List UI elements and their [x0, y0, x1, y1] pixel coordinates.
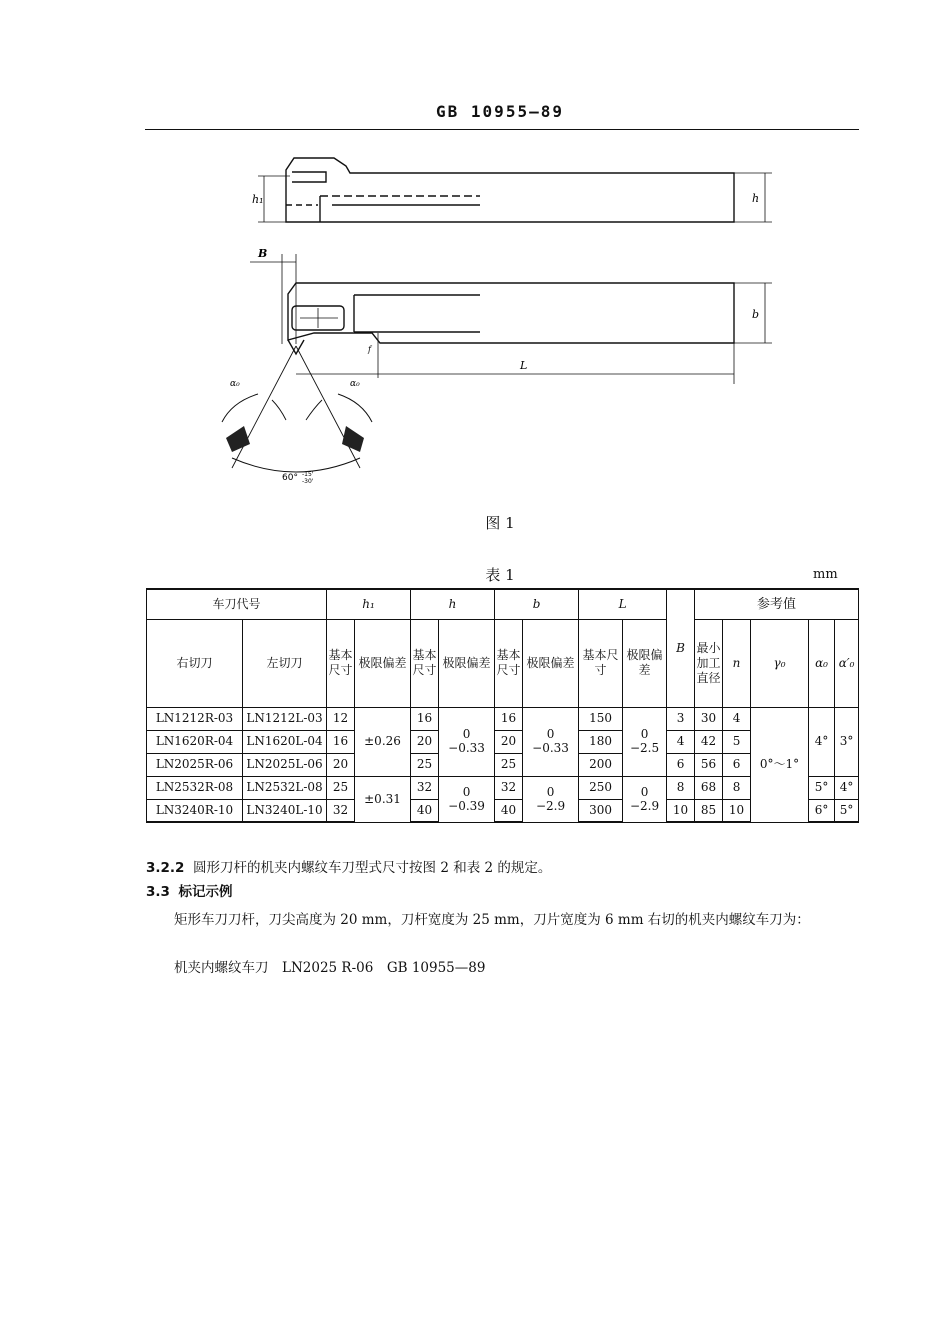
h1-value: 20	[327, 753, 355, 776]
h1-label: h₁	[252, 193, 264, 206]
header-alpha0: α₀	[809, 619, 835, 707]
side-view-outline	[286, 158, 734, 222]
alpha0-prime-value: 5°	[835, 799, 859, 822]
header-left-cut: 左切刀	[243, 619, 327, 707]
section-3-3	[146, 881, 233, 903]
plan-view-outline	[288, 283, 734, 343]
f-label: f	[368, 345, 371, 354]
header-gamma0: γ₀	[751, 619, 809, 707]
gamma0-value: 0°～1°	[751, 707, 809, 822]
tool-drawing-figure	[0, 0, 950, 520]
min-diameter-value: 85	[695, 799, 723, 822]
insert-hatch	[226, 426, 364, 452]
standard-code-header: GB 10955—89	[436, 102, 564, 121]
b-value: 40	[495, 799, 523, 822]
angle-arc	[232, 458, 360, 472]
L-value: 180	[579, 730, 623, 753]
b-value: 32	[495, 776, 523, 799]
header-h: h	[411, 589, 495, 619]
h-value: 25	[411, 753, 439, 776]
h-value: 20	[411, 730, 439, 753]
right-cut-code: LN1212R-03	[147, 707, 243, 730]
right-cut-code: LN2532R-08	[147, 776, 243, 799]
right-cut-code: LN1620R-04	[147, 730, 243, 753]
plan-view	[222, 254, 772, 472]
n-value: 5	[723, 730, 751, 753]
h-tolerance: 0 −0.39	[439, 776, 495, 822]
section-number: 3.3	[146, 884, 170, 900]
side-view-insert	[292, 172, 326, 182]
min-diameter-value: 68	[695, 776, 723, 799]
left-cut-code: LN1212L-03	[243, 707, 327, 730]
left-insert-section	[226, 426, 250, 452]
header-alpha0-prime: α′₀	[835, 619, 859, 707]
left-cut-code: LN2025L-06	[243, 753, 327, 776]
L-value: 200	[579, 753, 623, 776]
left-cut-code: LN1620L-04	[243, 730, 327, 753]
B-value: 10	[667, 799, 695, 822]
L-value: 250	[579, 776, 623, 799]
header-n: n	[723, 619, 751, 707]
L-tolerance: 0 −2.9	[623, 776, 667, 822]
header-L-limit: 极限偏差	[623, 619, 667, 707]
L-tolerance: 0 −2.5	[623, 707, 667, 776]
header-tool-code: 车刀代号	[147, 589, 327, 619]
tool-dimensions-table	[146, 588, 859, 823]
b-value: 25	[495, 753, 523, 776]
L-value: 300	[579, 799, 623, 822]
h1-value: 12	[327, 707, 355, 730]
alpha0-left-label: α₀	[230, 379, 240, 389]
right-cut-code: LN2025R-06	[147, 753, 243, 776]
example-description: 矩形车刀刀杆，刀尖高度为 20 mm，刀杆宽度为 25 mm，刀片宽度为 6 mm 右切的机夹内螺纹车刀为：	[174, 912, 810, 928]
header-h-basic: 基本尺寸	[411, 619, 439, 707]
h1-value: 16	[327, 730, 355, 753]
section-number: 3.2.2	[146, 860, 185, 876]
section-text: 圆形刀杆的机夹内螺纹车刀型式尺寸按图 2 和表 2 的规定。	[193, 860, 552, 876]
table-row	[147, 707, 859, 730]
b-label: b	[752, 308, 760, 321]
right-cut-code: LN3240R-10	[147, 799, 243, 822]
alpha0-right-label: α₀	[350, 379, 360, 389]
h1-value: 32	[327, 799, 355, 822]
n-value: 8	[723, 776, 751, 799]
b-tolerance: 0 −2.9	[523, 776, 579, 822]
header-L: L	[579, 589, 667, 619]
header-B: B	[667, 589, 695, 707]
header-reference: 参考值	[695, 589, 859, 619]
header-right-cut: 右切刀	[147, 619, 243, 707]
example-marking: 机夹内螺纹车刀 LN2025 R-06 GB 10955—89	[174, 960, 486, 976]
right-insert-section	[342, 426, 364, 452]
figure-caption: 图 1	[485, 514, 515, 532]
alpha0-value: 6°	[809, 799, 835, 822]
L-value: 150	[579, 707, 623, 730]
header-h1-basic: 基本尺寸	[327, 619, 355, 707]
section-3-2-2	[146, 857, 551, 879]
h-value: 16	[411, 707, 439, 730]
h1-tolerance: ±0.26	[355, 707, 411, 776]
side-view	[258, 158, 772, 222]
angle-tolerance-lower: -30'	[302, 478, 314, 485]
header-h-limit: 极限偏差	[439, 619, 495, 707]
h1-tolerance: ±0.31	[355, 776, 411, 822]
h1-value: 25	[327, 776, 355, 799]
alpha0-value: 5°	[809, 776, 835, 799]
b-tolerance: 0 −0.33	[523, 707, 579, 776]
min-diameter-value: 56	[695, 753, 723, 776]
h-value: 40	[411, 799, 439, 822]
b-value: 20	[495, 730, 523, 753]
section-title: 标记示例	[178, 884, 233, 900]
table-caption: 表 1	[485, 566, 515, 584]
min-diameter-value: 42	[695, 730, 723, 753]
B-value: 6	[667, 753, 695, 776]
header-b: b	[495, 589, 579, 619]
header-min-diameter: 最小加工直径	[695, 619, 723, 707]
alpha0-prime-value: 4°	[835, 776, 859, 799]
header-b-basic: 基本尺寸	[495, 619, 523, 707]
min-diameter-value: 30	[695, 707, 723, 730]
n-value: 6	[723, 753, 751, 776]
b-value: 16	[495, 707, 523, 730]
alpha0-prime-value: 3°	[835, 707, 859, 776]
h-tolerance: 0 −0.33	[439, 707, 495, 776]
table-unit: mm	[813, 567, 838, 582]
angle-tolerance-upper: -15'	[302, 471, 314, 478]
L-label: L	[520, 359, 528, 372]
alpha0-value: 4°	[809, 707, 835, 776]
B-value: 4	[667, 730, 695, 753]
left-cut-code: LN2532L-08	[243, 776, 327, 799]
n-value: 4	[723, 707, 751, 730]
n-value: 10	[723, 799, 751, 822]
header-b-limit: 极限偏差	[523, 619, 579, 707]
header-h1: h₁	[327, 589, 411, 619]
left-cut-code: LN3240L-10	[243, 799, 327, 822]
header-L-basic: 基本尺寸	[579, 619, 623, 707]
header-h1-limit: 极限偏差	[355, 619, 411, 707]
B-value: 8	[667, 776, 695, 799]
angle-label: 60°	[282, 473, 298, 483]
B-value: 3	[667, 707, 695, 730]
B-label: B	[258, 247, 268, 260]
h-label: h	[752, 192, 760, 205]
h-value: 32	[411, 776, 439, 799]
